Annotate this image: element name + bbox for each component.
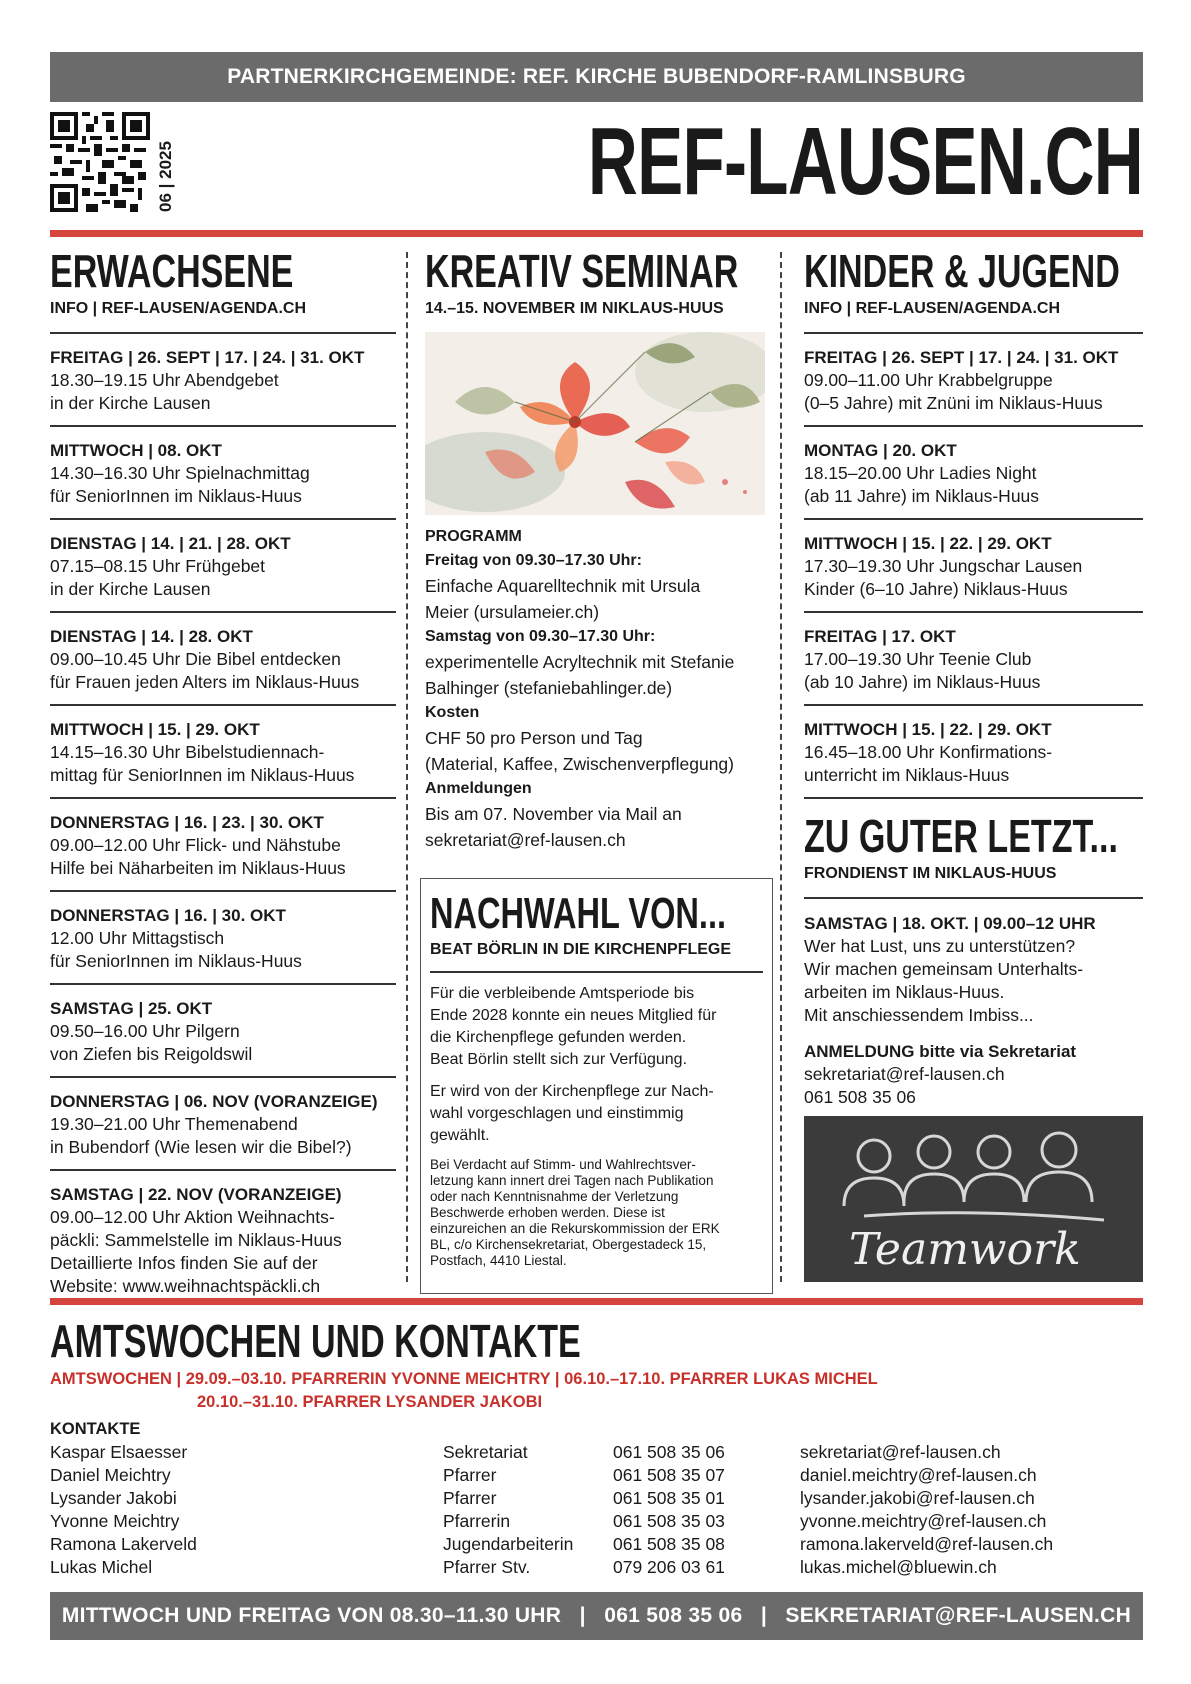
anmeldung-label: Anmeldungen [425, 780, 532, 797]
event-text: Wir machen gemeinsam Unterhalts- [804, 959, 1084, 979]
contact-phone[interactable]: 061 508 35 07 [613, 1465, 725, 1485]
event-date: DIENSTAG | 14. | 28. OKT [50, 627, 253, 646]
anmeldung-text: Bis am 07. November via Mail an [425, 804, 682, 824]
event-text: (ab 10 Jahre) im Niklaus-Huus [804, 672, 1041, 692]
event-text: 17.00–19.30 Uhr Teenie Club [804, 649, 1032, 669]
nachwahl-line: wahl vorgeschlagen und einstimmig [430, 1105, 684, 1122]
event-item [50, 334, 396, 427]
nachwahl-box [420, 878, 773, 1294]
friday-text: Einfache Aquarelltechnik mit Ursula [425, 576, 701, 596]
teamwork-chalkboard-image [804, 1116, 1143, 1282]
footer-bar [50, 1592, 1143, 1640]
event-date: FREITAG | 26. SEPT | 17. | 24. | 31. OKT [50, 348, 365, 367]
event-text: (ab 11 Jahre) im Niklaus-Huus [804, 486, 1040, 506]
event-text: in der Kirche Lausen [50, 579, 211, 599]
saturday-text[interactable]: Balhinger (stefaniebahlinger.de) [425, 678, 673, 698]
column-divider-left [406, 252, 408, 1282]
event-item [50, 613, 396, 706]
event-text: unterricht im Niklaus-Huus [804, 765, 1010, 785]
event-text: 12.00 Uhr Mittagstisch [50, 928, 225, 948]
amtswochen-title: AMTSWOCHEN UND KONTAKTE [50, 1315, 581, 1367]
event-text: Mit anschiessendem Imbiss... [804, 1005, 1034, 1025]
kinder-column [804, 246, 1143, 1119]
nachwahl-line: die Kirchenpflege gefunden werden. [430, 1029, 687, 1046]
event-text: 07.15–08.15 Uhr Frühgebet [50, 556, 266, 576]
event-text: für Frauen jeden Alters im Niklaus-Huus [50, 672, 360, 692]
contact-phone[interactable]: 061 508 35 08 [613, 1534, 725, 1554]
qr-code-icon[interactable] [50, 112, 150, 212]
event-item [804, 706, 1143, 799]
event-item [50, 892, 396, 985]
kosten-text: (Material, Kaffee, Zwischenverpflegung) [425, 754, 734, 774]
event-text: 09.50–16.00 Uhr Pilgern [50, 1021, 240, 1041]
event-date: MONTAG | 20. OKT [804, 441, 957, 460]
legal-line: Bei Verdacht auf Stimm- und Wahlrechtsver- [430, 1157, 696, 1172]
event-date: MITTWOCH | 08. OKT [50, 441, 222, 460]
event-date: DONNERSTAG | 16. | 30. OKT [50, 906, 286, 925]
site-title[interactable]: REF-LAUSEN.CH [587, 108, 1143, 215]
event-text: 14.15–16.30 Uhr Bibelstudiennach- [50, 742, 325, 762]
event-text: 09.00–12.00 Uhr Flick- und Nähstube [50, 835, 341, 855]
nachwahl-line: Er wird von der Kirchenpflege zur Nach- [430, 1083, 714, 1100]
legal-line: oder nach Kenntnisnahme der Verletzung [430, 1189, 679, 1204]
event-text: (0–5 Jahre) mit Znüni im Niklaus-Huus [804, 393, 1103, 413]
legal-notice [430, 1157, 763, 1269]
chalk-figures-icon [804, 1116, 1143, 1282]
event-text: 19.30–21.00 Uhr Themenabend [50, 1114, 298, 1134]
friday-label: Freitag von 09.30–17.30 Uhr: [425, 552, 642, 569]
programm-label: PROGRAMM [425, 528, 522, 545]
contact-row [50, 1488, 1100, 1511]
kosten-label: Kosten [425, 704, 480, 721]
friday-text[interactable]: Meier (ursulameier.ch) [425, 602, 600, 622]
erwachsene-column [50, 246, 396, 1308]
contact-row [50, 1511, 1100, 1534]
partner-text: PARTNERKIRCHGEMEINDE: REF. KIRCHE BUBENDORF-RAMLINSBURG [227, 65, 966, 88]
contact-role: Pfarrer Stv. [443, 1557, 531, 1577]
event-text: 18.30–19.15 Uhr Abendgebet [50, 370, 279, 390]
nachwahl-subtitle: BEAT BÖRLIN IN DIE KIRCHENPFLEGE [430, 941, 732, 958]
top-divider [50, 230, 1143, 237]
nachwahl-line: Beat Börlin stellt sich zur Verfügung. [430, 1051, 688, 1068]
zuguter-subtitle: FRONDIENST IM NIKLAUS-HUUS [804, 865, 1057, 882]
event-text: mittag für SeniorInnen im Niklaus-Huus [50, 765, 355, 785]
contact-email[interactable]: sekretariat@ref-lausen.ch [804, 1064, 1005, 1084]
kreativ-subtitle: 14.–15. NOVEMBER IM NIKLAUS-HUUS [425, 300, 724, 317]
contact-phone[interactable]: 061 508 35 06 [613, 1442, 725, 1462]
contact-email[interactable]: sekretariat@ref-lausen.ch [800, 1442, 1001, 1462]
nachwahl-line: Für die verbleibende Amtsperiode bis [430, 985, 695, 1002]
event-item [50, 1078, 396, 1171]
event-date: MITTWOCH | 15. | 22. | 29. OKT [804, 534, 1052, 553]
kontakte-section [50, 1418, 1143, 1580]
watercolor-flower-image [425, 332, 765, 515]
event-text: Hilfe bei Näharbeiten im Niklaus-Huus [50, 858, 346, 878]
legal-line: Beschwerde erhoben werden. Diese ist [430, 1205, 665, 1220]
event-item [804, 520, 1143, 613]
contact-phone[interactable]: 079 206 03 61 [613, 1557, 725, 1577]
event-text: für SeniorInnen im Niklaus-Huus [50, 486, 302, 506]
contact-role: Pfarrer [443, 1488, 497, 1508]
event-text: Detaillierte Infos finden Sie auf der [50, 1253, 318, 1273]
event-text: von Ziefen bis Reigoldswil [50, 1044, 253, 1064]
event-text: Kinder (6–10 Jahre) Niklaus-Huus [804, 579, 1068, 599]
nachwahl-line: gewählt. [430, 1127, 490, 1144]
legal-line: letzung kann innert drei Tagen nach Publikation [430, 1173, 714, 1188]
anmeldung-label: ANMELDUNG bitte via Sekretariat [804, 1042, 1077, 1061]
event-item [50, 706, 396, 799]
event-text: päckli: Sammelstelle im Niklaus-Huus [50, 1230, 342, 1250]
event-text: in Bubendorf (Wie lesen wir die Bibel?) [50, 1137, 352, 1157]
contact-role: Sekretariat [443, 1442, 528, 1462]
kinder-title: KINDER & JUGEND [804, 245, 1120, 297]
contact-role: Pfarrerin [443, 1511, 511, 1531]
amtswochen-line: 20.10.–31.10. PFARRER LYSANDER JAKOBI [197, 1393, 543, 1411]
contact-role: Jugendarbeiterin [443, 1534, 574, 1554]
column-divider-right [780, 252, 782, 1282]
event-date: FREITAG | 26. SEPT | 17. | 24. | 31. OKT [804, 348, 1119, 367]
contact-name: Daniel Meichtry [50, 1465, 171, 1485]
contact-row [50, 1534, 1100, 1557]
legal-line: einzureichen an die Rekurskommission der ERK [430, 1221, 720, 1236]
saturday-label: Samstag von 09.30–17.30 Uhr: [425, 628, 656, 645]
nachwahl-text [430, 983, 763, 1147]
event-item [50, 520, 396, 613]
saturday-text: experimentelle Acryltechnik mit Stefanie [425, 652, 735, 672]
contact-role: Pfarrer [443, 1465, 497, 1485]
issue-number: 06 | 2025 [156, 141, 175, 212]
programm-block [425, 525, 770, 853]
contact-email[interactable]: yvonne.meichtry@ref-lausen.ch [800, 1511, 1047, 1531]
kinder-subtitle[interactable]: INFO | REF-LAUSEN/AGENDA.CH [804, 300, 1061, 317]
contact-name: Lysander Jakobi [50, 1488, 177, 1508]
event-item [50, 985, 396, 1078]
contact-name: Lukas Michel [50, 1557, 153, 1577]
event-text: 14.30–16.30 Uhr Spielnachmittag [50, 463, 310, 483]
contact-email[interactable]: daniel.meichtry@ref-lausen.ch [800, 1465, 1037, 1485]
event-date: DONNERSTAG | 16. | 23. | 30. OKT [50, 813, 324, 832]
anmeldung-email[interactable]: sekretariat@ref-lausen.ch [425, 830, 626, 850]
event-text: 16.45–18.00 Uhr Konfirmations- [804, 742, 1053, 762]
event-text: 18.15–20.00 Uhr Ladies Night [804, 463, 1037, 483]
event-text: 17.30–19.30 Uhr Jungschar Lausen [804, 556, 1083, 576]
event-text: 09.00–10.45 Uhr Die Bibel entdecken [50, 649, 341, 669]
event-item [804, 899, 1143, 1119]
kreativ-column [425, 246, 770, 853]
kosten-text: CHF 50 pro Person und Tag [425, 728, 643, 748]
erwachsene-title: ERWACHSENE [50, 245, 294, 297]
erwachsene-subtitle[interactable]: INFO | REF-LAUSEN/AGENDA.CH [50, 300, 307, 317]
legal-line: BL, c/o Kirchensekretariat, Obergestadeck 15, [430, 1237, 707, 1252]
event-item [804, 427, 1143, 520]
contact-email[interactable]: ramona.lakerveld@ref-lausen.ch [800, 1534, 1054, 1554]
event-text: Wer hat Lust, uns zu unterstützen? [804, 936, 1076, 956]
event-date: SAMSTAG | 22. NOV (VORANZEIGE) [50, 1185, 342, 1204]
event-item [804, 334, 1143, 427]
event-item [50, 799, 396, 892]
kreativ-title: KREATIV SEMINAR [425, 245, 739, 297]
bottom-divider [50, 1298, 1143, 1305]
event-date: DIENSTAG | 14. | 21. | 28. OKT [50, 534, 291, 553]
kontakte-label: KONTAKTE [50, 1420, 141, 1438]
contact-row [50, 1465, 1100, 1488]
amtswochen-line: AMTSWOCHEN | 29.09.–03.10. PFARRERIN YVONNE MEICHTRY | 06.10.–17.10. PFARRER LUKAS MICHEL [50, 1370, 878, 1388]
event-date: MITTWOCH | 15. | 29. OKT [50, 720, 260, 739]
contact-email[interactable]: lukas.michel@bluewin.ch [800, 1557, 997, 1577]
contact-email[interactable]: lysander.jakobi@ref-lausen.ch [800, 1488, 1035, 1508]
teamwork-text: Teamwork [849, 1224, 1081, 1275]
nachwahl-title: NACHWAHL VON... [430, 889, 727, 938]
kontakte-table [50, 1442, 1100, 1580]
zuguter-title: ZU GUTER LETZT... [804, 810, 1118, 862]
event-date: SAMSTAG | 25. OKT [50, 999, 213, 1018]
contact-phone[interactable]: 061 508 35 01 [613, 1488, 725, 1508]
footer-text: MITTWOCH UND FREITAG VON 08.30–11.30 UHR | 061 508 35 06 | SEKRETARIAT@REF-LAUSEN.CH [61, 1604, 1132, 1627]
event-text: arbeiten im Niklaus-Huus. [804, 982, 1005, 1002]
event-text: für SeniorInnen im Niklaus-Huus [50, 951, 302, 971]
event-item [50, 427, 396, 520]
event-item [804, 613, 1143, 706]
contact-name: Yvonne Meichtry [50, 1511, 180, 1531]
legal-line: Postfach, 4410 Liestal. [430, 1253, 567, 1268]
event-date: MITTWOCH | 15. | 22. | 29. OKT [804, 720, 1052, 739]
contact-row [50, 1442, 1100, 1465]
event-text: in der Kirche Lausen [50, 393, 211, 413]
event-date: FREITAG | 17. OKT [804, 627, 956, 646]
contact-row [50, 1557, 1100, 1580]
event-date: DONNERSTAG | 06. NOV (VORANZEIGE) [50, 1092, 378, 1111]
contact-name: Kaspar Elsaesser [50, 1442, 188, 1462]
contact-name: Ramona Lakerveld [50, 1534, 197, 1554]
event-text: 09.00–12.00 Uhr Aktion Weihnachts- [50, 1207, 335, 1227]
contact-phone[interactable]: 061 508 35 03 [613, 1511, 725, 1531]
event-text[interactable]: Website: www.weihnachtspäckli.ch [50, 1276, 321, 1296]
event-text: 09.00–11.00 Uhr Krabbelgruppe [804, 370, 1053, 390]
nachwahl-line: Ende 2028 konnte ein neues Mitglied für [430, 1007, 717, 1024]
divider [430, 971, 763, 973]
event-date: SAMSTAG | 18. OKT. | 09.00–12 UHR [804, 914, 1096, 933]
event-item [50, 1171, 396, 1308]
contact-phone[interactable]: 061 508 35 06 [804, 1087, 916, 1107]
partner-banner [50, 52, 1143, 102]
